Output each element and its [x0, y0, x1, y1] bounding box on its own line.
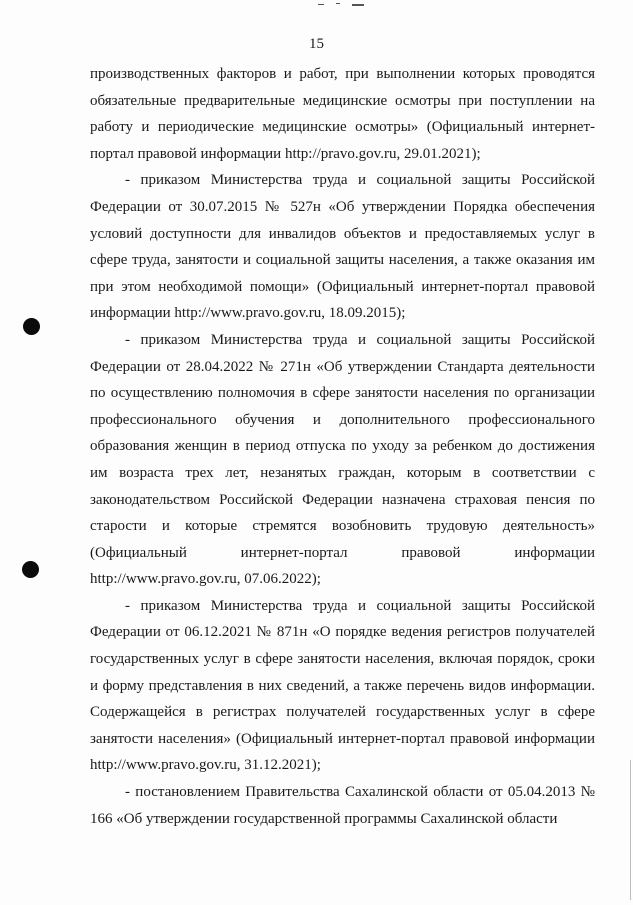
body-text: [90, 61, 595, 832]
paragraph-order-527n: - приказом Министерства труда и социальной защиты Российской Федерации от 30.07.2015 № 527н «Об утверждении Порядка обеспечения условий доступности для инвалидов объектов и предоставляемых услуг в сфере труда, занятости и социальной защиты населения, а также оказания им при этом необходимой помощи» (Официальный интернет-портал правовой информации http://www.pravo.gov.ru, 18.09.2015);: [90, 172, 595, 322]
scan-artifact: [318, 4, 324, 5]
paragraph-resolution-166: - постановлением Правительства Сахалинской области от 05.04.2013 № 166 «Об утверждении государственной программы Сахалинской области: [90, 784, 595, 827]
paragraph-continuation: производственных факторов и работ, при выполнении которых проводятся обязательные предварительные медицинские осмотры при поступлении на работу и периодические медицинские осмотры» (Официальный интернет-портал правовой информации http://pravo.gov.ru, 29.01.2021);: [90, 66, 595, 162]
scan-artifact: [336, 3, 340, 4]
binder-hole: [23, 318, 40, 335]
binder-hole: [22, 561, 39, 578]
scan-edge-line: [630, 760, 631, 900]
scan-artifact: [352, 4, 364, 6]
page-number: 15: [309, 36, 324, 52]
paragraph-order-871n: - приказом Министерства труда и социальной защиты Российской Федерации от 06.12.2021 № 871н «О порядке ведения регистров получателей государственных услуг в сфере занятости населения, включая порядок, сроки и форму представления в них сведений, а также перечень видов информации. Содержащейся в регистрах получателей государственных услуг в сфере занятости населения» (Официальный интернет-портал правовой информации http://www.pravo.gov.ru, 31.12.2021);: [90, 597, 595, 774]
paragraph-order-271n: - приказом Министерства труда и социальной защиты Российской Федерации от 28.04.2022 № 271н «Об утверждении Стандарта деятельности по осуществлению полномочия в сфере занятости населения по организации профессионального обучения и дополнительного профессионального образования женщин в период отпуска по уходу за ребенком до достижения им возраста трех лет, незанятых граждан, которым в соответствии с законодательством Российской Федерации назначена страховая пенсия по старости и которые стремятся возобновить трудовую деятельность» (Официальный интернет-портал правовой информации http://www.pravo.gov.ru, 07.06.2022);: [90, 331, 595, 588]
